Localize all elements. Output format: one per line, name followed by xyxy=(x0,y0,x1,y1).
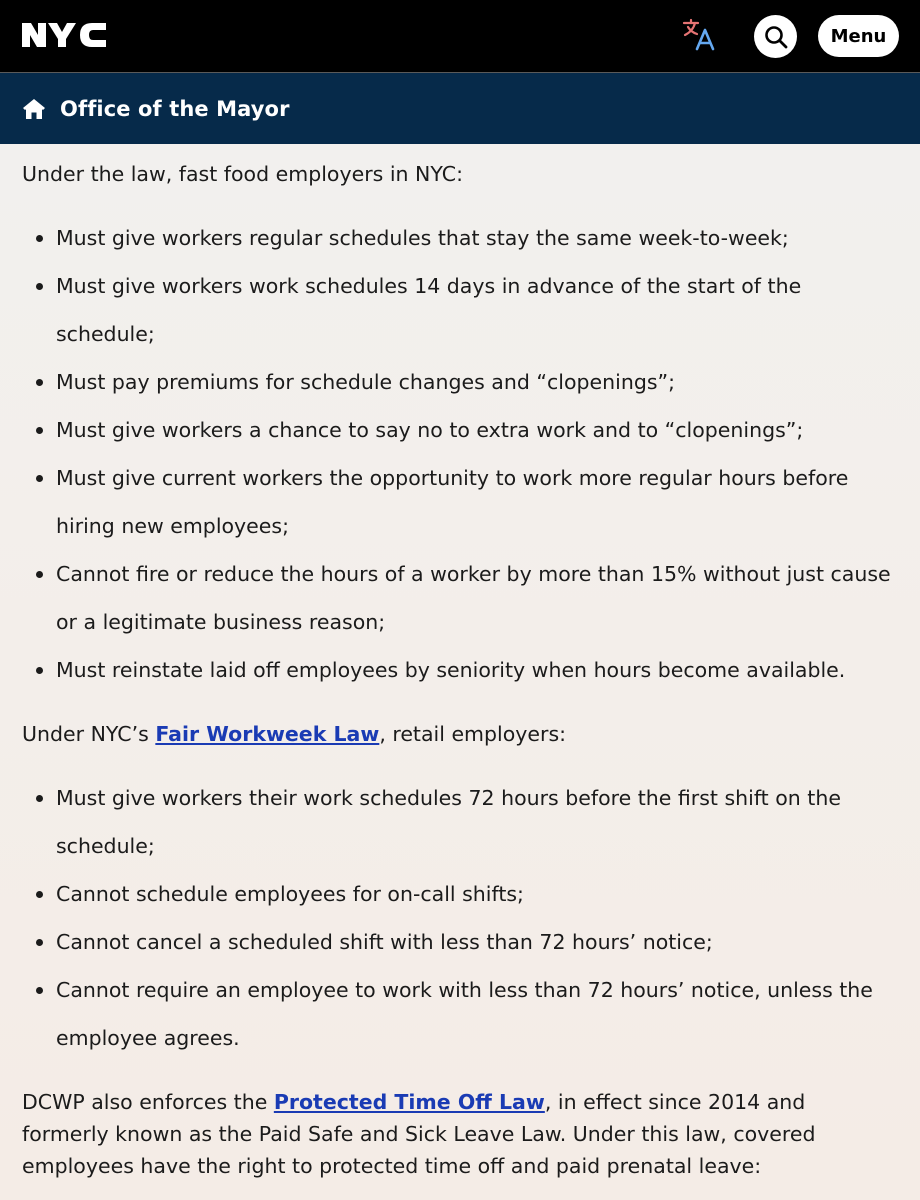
fair-workweek-law-link[interactable]: Fair Workweek Law xyxy=(155,722,380,746)
list-item: Must give workers their work schedules 72 hours before the first shift on the schedule; xyxy=(56,774,898,870)
search-button[interactable] xyxy=(754,15,797,58)
list-item: Must give workers a chance to say no to extra work and to “clopenings”; xyxy=(56,406,898,454)
retail-intro-after: , retail employers: xyxy=(379,722,567,746)
pto-before: DCWP also enforces the xyxy=(22,1090,274,1114)
menu-button[interactable]: Menu xyxy=(818,15,899,57)
protected-time-off-law-link[interactable]: Protected Time Off Law xyxy=(273,1090,545,1114)
agency-title-link[interactable]: Office of the Mayor xyxy=(60,96,290,121)
fast-food-rules-list xyxy=(22,214,898,694)
list-item: Must give workers regular schedules that stay the same week-to-week; xyxy=(56,214,898,262)
nyc-logo[interactable] xyxy=(20,20,108,54)
pto-after: , in effect since 2014 and formerly known as the Paid Safe and Sick Leave Law. Under this law, covered employees have the right to protected time off and paid prenatal leave: xyxy=(22,1090,816,1178)
list-item: Must reinstate laid off employees by seniority when hours become available. xyxy=(56,646,898,694)
translate-icon xyxy=(682,18,718,52)
list-item: Cannot require an employee to work with less than 72 hours’ notice, unless the employee agrees. xyxy=(56,966,898,1062)
retail-rules-list xyxy=(22,774,898,1062)
top-navigation-bar xyxy=(0,0,920,73)
fast-food-intro: Under the law, fast food employers in NYC: xyxy=(22,162,463,186)
nyc-logo-mark xyxy=(20,20,108,50)
list-item: Cannot fire or reduce the hours of a worker by more than 15% without just cause or a legitimate business reason; xyxy=(56,550,898,646)
list-item: Must give current workers the opportunity to work more regular hours before hiring new employees; xyxy=(56,454,898,550)
retail-intro-before: Under NYC’s xyxy=(22,722,156,746)
nyc-logo-text xyxy=(108,20,109,21)
main-content xyxy=(0,158,920,1182)
list-item: Cannot schedule employees for on-call shifts; xyxy=(56,870,898,918)
home-icon[interactable] xyxy=(22,98,46,120)
agency-bar xyxy=(0,73,920,144)
retail-intro xyxy=(22,718,898,750)
search-icon xyxy=(764,25,788,49)
list-item: Must give workers work schedules 14 days in advance of the start of the schedule; xyxy=(56,262,898,358)
protected-time-off-paragraph xyxy=(22,1086,898,1182)
translate-button[interactable] xyxy=(682,18,722,54)
list-item: Cannot cancel a scheduled shift with less than 72 hours’ notice; xyxy=(56,918,898,966)
list-item: Must pay premiums for schedule changes and “clopenings”; xyxy=(56,358,898,406)
